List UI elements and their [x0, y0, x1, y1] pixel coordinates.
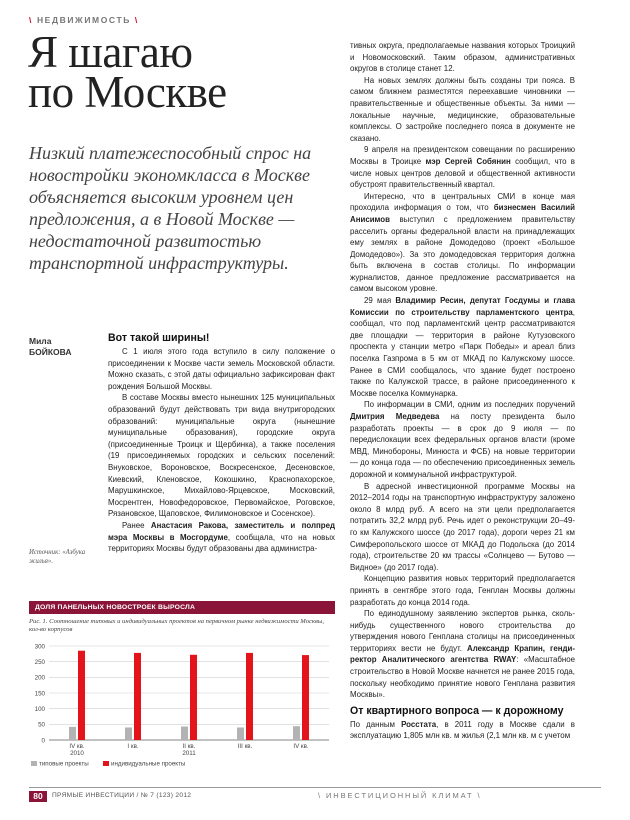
chart-title: Рис. 1. Соотношение типовых и индивидуальных проектов на первичном рынке недвижимости Москвы, кол-во корпусов: [29, 618, 324, 634]
section-rubric: \ НЕДВИЖИМОСТЬ \: [29, 15, 139, 25]
author-first-name: Мила: [29, 336, 52, 346]
subheading-road: От квартирного вопроса — к дорожному: [350, 704, 564, 717]
x-tick-label: III кв.: [237, 743, 253, 750]
person-name: мэр Сергей Собянин: [425, 156, 511, 166]
bar-typical-3: [181, 727, 188, 740]
section-rubric-label: НЕДВИЖИМОСТЬ: [36, 15, 131, 25]
legend-swatch: [31, 761, 37, 766]
text-column-middle: [108, 332, 335, 555]
author-byline: [29, 336, 71, 358]
paragraph: Концепцию развития новых территорий предполагается принять в сентябре этого года, Генплан Москвы должны разработать до конца 2014 года.: [350, 574, 575, 607]
author-last-name: БОЙКОВА: [29, 347, 72, 357]
x-tick-label: II кв.: [182, 743, 196, 750]
year-label: 2011: [182, 750, 196, 757]
image-source-note: Источник: «Азбука жилья».: [29, 549, 86, 565]
y-tick-label: 100: [34, 705, 45, 713]
bar-individual-5: [302, 655, 309, 740]
text-column-right: [350, 40, 575, 742]
legend-label: индивидуальные проекты: [111, 760, 186, 768]
bar-typical-2: [125, 727, 132, 740]
person-name: Александр Крапин, гендиректор Аналитического агентства RWAY: [350, 643, 575, 665]
page-number: 80: [29, 791, 47, 802]
chart-header: ДОЛЯ ПАНЕЛЬНЫХ НОВОСТРОЕК ВЫРОСЛА: [29, 601, 335, 614]
person-name: Владимир Ресин, депутат Госдумы и глава Комиссии по строительству парламентского центра: [350, 296, 575, 317]
paragraph: 9 апреля на президентском совещании по расширению Москвы в Троицке мэр Сергей Собянин сообщил, что в числе новых центров деловой и общественной активности обустроят правительственный квартал.: [350, 145, 575, 190]
legend-swatch: [103, 761, 109, 766]
person-name: Дмитрия Медведева: [350, 412, 440, 421]
bar-individual-3: [190, 655, 197, 740]
year-label: 2010: [70, 750, 84, 757]
x-tick-label: IV кв.: [293, 743, 309, 750]
y-tick-label: 250: [34, 658, 45, 666]
paragraph: С 1 июля этого года вступило в силу положение о присоединении к Москве части земель Московской области. Можно сказать, с этой даты официально зафиксирован факт рождения Большой Москвы.: [108, 347, 335, 391]
y-tick-label: 300: [34, 643, 45, 651]
article-title: [28, 27, 227, 117]
bar-typical-1: [69, 727, 76, 740]
bar-typical-4: [237, 727, 244, 740]
title-line-2: по Москве: [28, 67, 227, 117]
bar-individual-4: [246, 653, 253, 740]
footer-rubric: \ ИНВЕСТИЦИОННЫЙ КЛИМАТ \: [318, 791, 482, 800]
org-name: Росстата: [401, 719, 437, 729]
title-line-1: Я шагаю: [28, 27, 193, 77]
bar-chart: [29, 640, 335, 778]
paragraph: Интересно, что в центральных СМИ в конце мая проходила информация о том, что бизнесмен Василий Анисимов выступил с предложением правительству расселить органы федеральной власти на принадлежащих ему землях в районе Домодедово (проект «Большое Домодедово»). За это домодедовская территория должна быть включена в состав столицы. По информации журналистов, данное предложение рассматривается на самом высоком уровне.: [350, 191, 575, 294]
subheading-width: Вот такой ширины!: [108, 332, 210, 344]
bar-individual-1: [78, 651, 85, 740]
paragraph: По единодушному заявлению экспертов рынка, сколь-нибудь существенного нового строительства до утверждения нового Генплана столицы на присоединенных территориях вести не будут. Александр Крапин, гендиректор Аналитического агентства RWAY: «Масштабное строительство в Новой Москве начнется не ранее 2015 года, поскольку необходимо принятие нового Генплана развития Москвы».: [350, 609, 575, 700]
x-tick-label: I кв.: [127, 743, 139, 750]
y-tick-label: 0: [41, 737, 45, 745]
paragraph: В составе Москвы вместо нынешних 125 муниципальных образований будут действовать три вида внутригородских образований: муниципальные округа (нынешние муниципальные образования), городские округа (присоединенные Троицк и Щербинка), а также поселения (19 присоединяемых городских и сельских поселений: Внуковское, Вороновское, Воскресенское, Десеновское, Киевский, Кленовское, Кокошкино, Краснопахорское, Марушкинское, Михайлово-Ярцевское, Московский, Мосрентген, Новофедоровское, Первомайское, Роговское, Рязановское, Щаповское, Филимоновское и Сосенское).: [108, 393, 335, 519]
x-tick-label: IV кв.: [69, 743, 85, 750]
paragraph: тивных округа, предполагаемые названия которых Троицкий и Новомосковский. Таким образом, административных округов в столице станет 12.: [350, 41, 575, 74]
paragraph: По информации в СМИ, одним из последних поручений Дмитрия Медведева на посту президента было разработать проекты — в срок до 9 июля — по передислокации всех федеральных органов власти (кроме МВД, Минобороны, Минюста и ФСБ) на новые территории — до конца года — по обеспечению присоединенных земель дорожной и коммунальной инфраструктурой.: [350, 400, 575, 479]
bar-typical-5: [293, 726, 300, 740]
paragraph: По данным Росстата, в 2011 году в Москве сдали в эксплуатацию 1,805 млн кв. м жилья (2,1 млн кв. м с учетом: [350, 719, 575, 741]
y-tick-label: 50: [38, 721, 45, 729]
y-tick-label: 150: [34, 690, 45, 698]
paragraph: 29 мая Владимир Ресин, депутат Госдумы и глава Комиссии по строительству парламентского центра, сообщал, что под парламентский центр рассматриваются две площадки — территория в районе Кутузовского проспекта у станции метро «Парк Победы» и ареал близ поселка Газпрома в 5 км от МКАД по Калужскому шоссе. Ранее в СМИ сообщалось, что здание будет построено также по Калужской трассе, в районе присоединенного к Москве поселка Коммунарка.: [350, 296, 575, 398]
magazine-issue: ПРЯМЫЕ ИНВЕСТИЦИИ / № 7 (123) 2012: [52, 792, 192, 799]
footer-rubric-label: ИНВЕСТИЦИОННЫЙ КЛИМАТ: [325, 791, 474, 800]
footer-divider: [29, 787, 601, 788]
person-name: бизнесмен Василий Анисимов: [350, 203, 575, 224]
person-name: Анастасия Ракова, заместитель и полпред мэра Москвы в Мосгордуме: [108, 520, 335, 542]
legend-label: типовые проекты: [39, 760, 89, 768]
paragraph: На новых землях должны быть созданы три пояса. В самом ближнем разместятся переехавшие чиновники — правительственные и общественные объекты. За ними — локальные научные, медицинские, образовательные комплексы. О застройке последнего пояса в документе не сказано.: [350, 75, 575, 143]
paragraph: Ранее Анастасия Ракова, заместитель и полпред мэра Москвы в Мосгордуме, сообщала, что на новых территориях Москвы будут образованы два администра-: [108, 520, 335, 554]
paragraph: В адресной инвестиционной программе Москвы на 2012–2014 годы на транспортную инфраструктуру заложено около 8 млрд руб. А всего на эти цели предполагается потратить 32,2 млрд руб. Речь идет о реконструкции 20–49-го км Калужского шоссе (до 2017 года), дороги через 21 км Симферопольского шоссе от МКАД до Подольска (до 2014 года), строительстве 20 км трассы «Солнцево — Бутово — Видное» (до 2017 года).: [350, 481, 575, 572]
article-lead: Низкий платежеспособный спрос на новостройки экономкласса в Москве объясняется высоким уровнем цен предложения, а в Новой Москве — недостаточной развитостью транспортной инфраструктуры.: [29, 143, 312, 273]
y-tick-label: 200: [34, 674, 45, 682]
bar-individual-2: [134, 653, 141, 740]
